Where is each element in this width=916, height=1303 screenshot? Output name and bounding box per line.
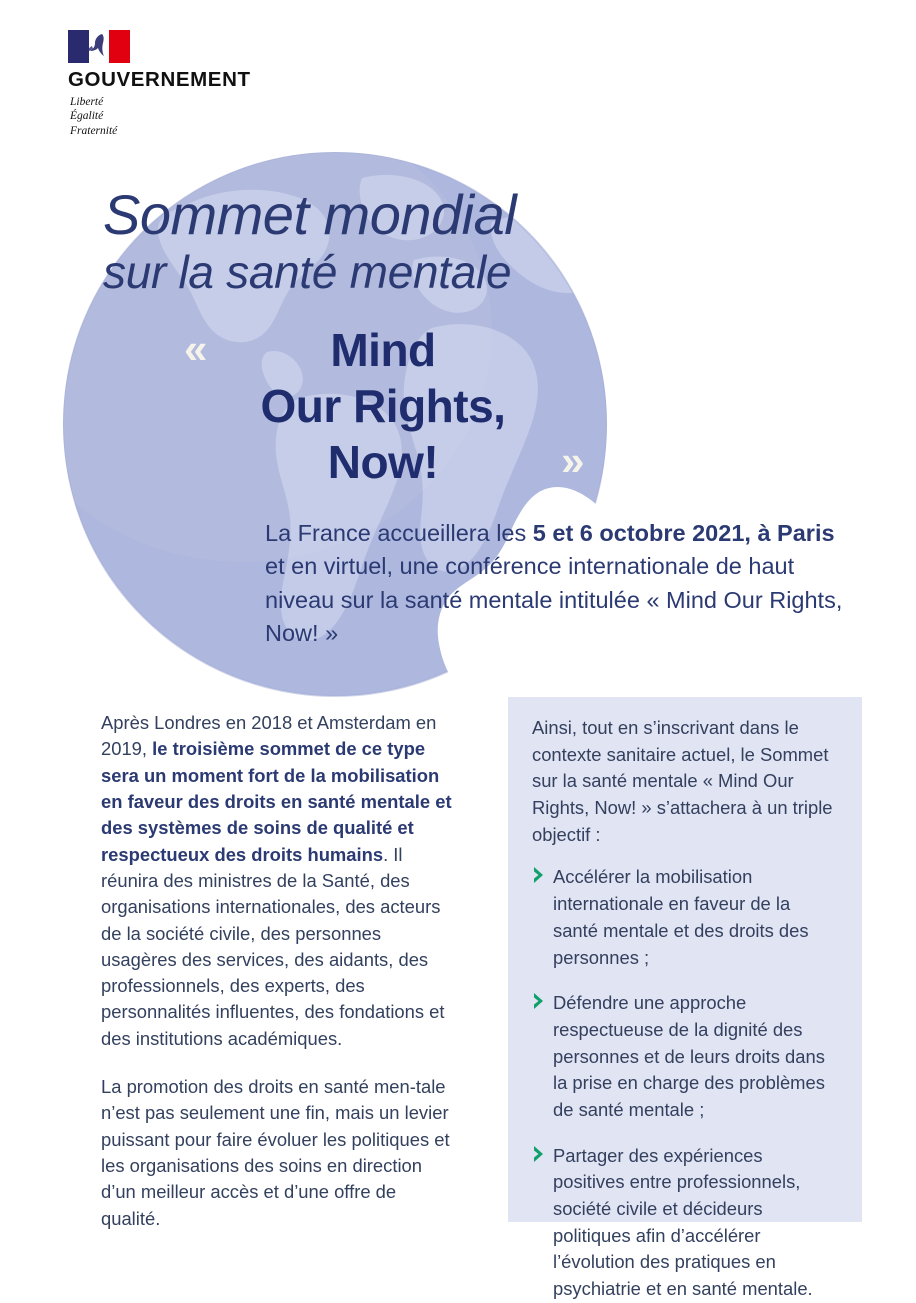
slogan-text-2: Our Rights,	[260, 380, 506, 433]
left-paragraph-1	[101, 710, 453, 1052]
objectives-intro: Ainsi, tout en s’inscrivant dans le contexte sanitaire actuel, le Sommet sur la santé mentale « Mind Our Rights, Now! » s’attachera à un triple objectif :	[532, 717, 833, 845]
guillemet-open-icon: «	[184, 325, 207, 372]
guillemet-close-icon: »	[561, 437, 584, 485]
event-summary	[265, 517, 855, 650]
lede-text-1: La France accueillera les	[265, 520, 533, 546]
left-paragraph-2: La promotion des droits en santé men-tale n’est pas seulement une fin, mais un levier puissant pour faire évoluer les politiques et les organisations des soins en direction d’un meilleur accès et d’une offre de qualité.	[101, 1076, 450, 1229]
chevron-right-icon	[532, 866, 546, 884]
objective-text: Partager des expériences positives entre professionnels, société civile et décideurs politiques afin d’accélérer l’évolution des pratiques en psychiatrie et en santé mentale.	[553, 1144, 813, 1300]
list-item	[532, 1143, 838, 1303]
page-title: Sommet mondial	[103, 183, 517, 246]
lede-location: à Paris	[757, 520, 835, 546]
slogan-text-1: Mind	[330, 324, 436, 376]
slogan-line-3	[228, 434, 584, 490]
motto-fraternite: Fraternité	[70, 124, 118, 137]
slogan-line-1	[184, 322, 538, 378]
list-item	[532, 990, 838, 1123]
slogan-text-3: Now!	[327, 436, 439, 489]
objectives-panel	[508, 697, 862, 1300]
objectives-list	[532, 864, 838, 1302]
left-body-column	[101, 710, 453, 1232]
slogan-line-2	[228, 378, 538, 434]
chevron-right-icon	[532, 1145, 546, 1163]
lede-text-2: et en virtuel, une conférence internationale de haut niveau sur la santé mentale intitulée « Mind Our Rights, Now! »	[265, 553, 843, 647]
slogan-block	[184, 322, 584, 490]
left-p1-emphasis: le troisième sommet de ce type sera un moment fort de la mobilisation en faveur des droits en santé mentale et des systèmes de soins de qualité et respectueux des droits humains	[101, 738, 452, 865]
chevron-right-icon	[532, 992, 546, 1010]
left-p1-intro: Après Londres en 2018 et Amsterdam en 2019,	[101, 712, 437, 760]
objective-text: Défendre une approche respectueuse de la dignité des personnes et de leurs droits dans la prise en charge des problèmes de santé mentale ;	[553, 992, 825, 1120]
list-item	[532, 864, 838, 971]
government-wordmark: GOUVERNEMENT	[68, 68, 251, 91]
motto-liberte: Liberté	[70, 95, 104, 108]
objective-text: Accélérer la mobilisation internationale en faveur de la santé mentale et des droits des personnes ;	[553, 866, 809, 968]
page-subtitle: sur la santé mentale	[103, 246, 512, 298]
left-p1-rest: . Il réunira des ministres de la Santé, des organisations internationales, des acteurs de la société civile, des personnes usagères des services, des aidants, des professionnels, des experts, des personnalités influentes, des fondations et des institutions académiques.	[101, 843, 445, 1049]
motto-egalite: Égalité	[70, 110, 104, 123]
lede-dates: 5 et 6 octobre 2021,	[532, 520, 751, 546]
